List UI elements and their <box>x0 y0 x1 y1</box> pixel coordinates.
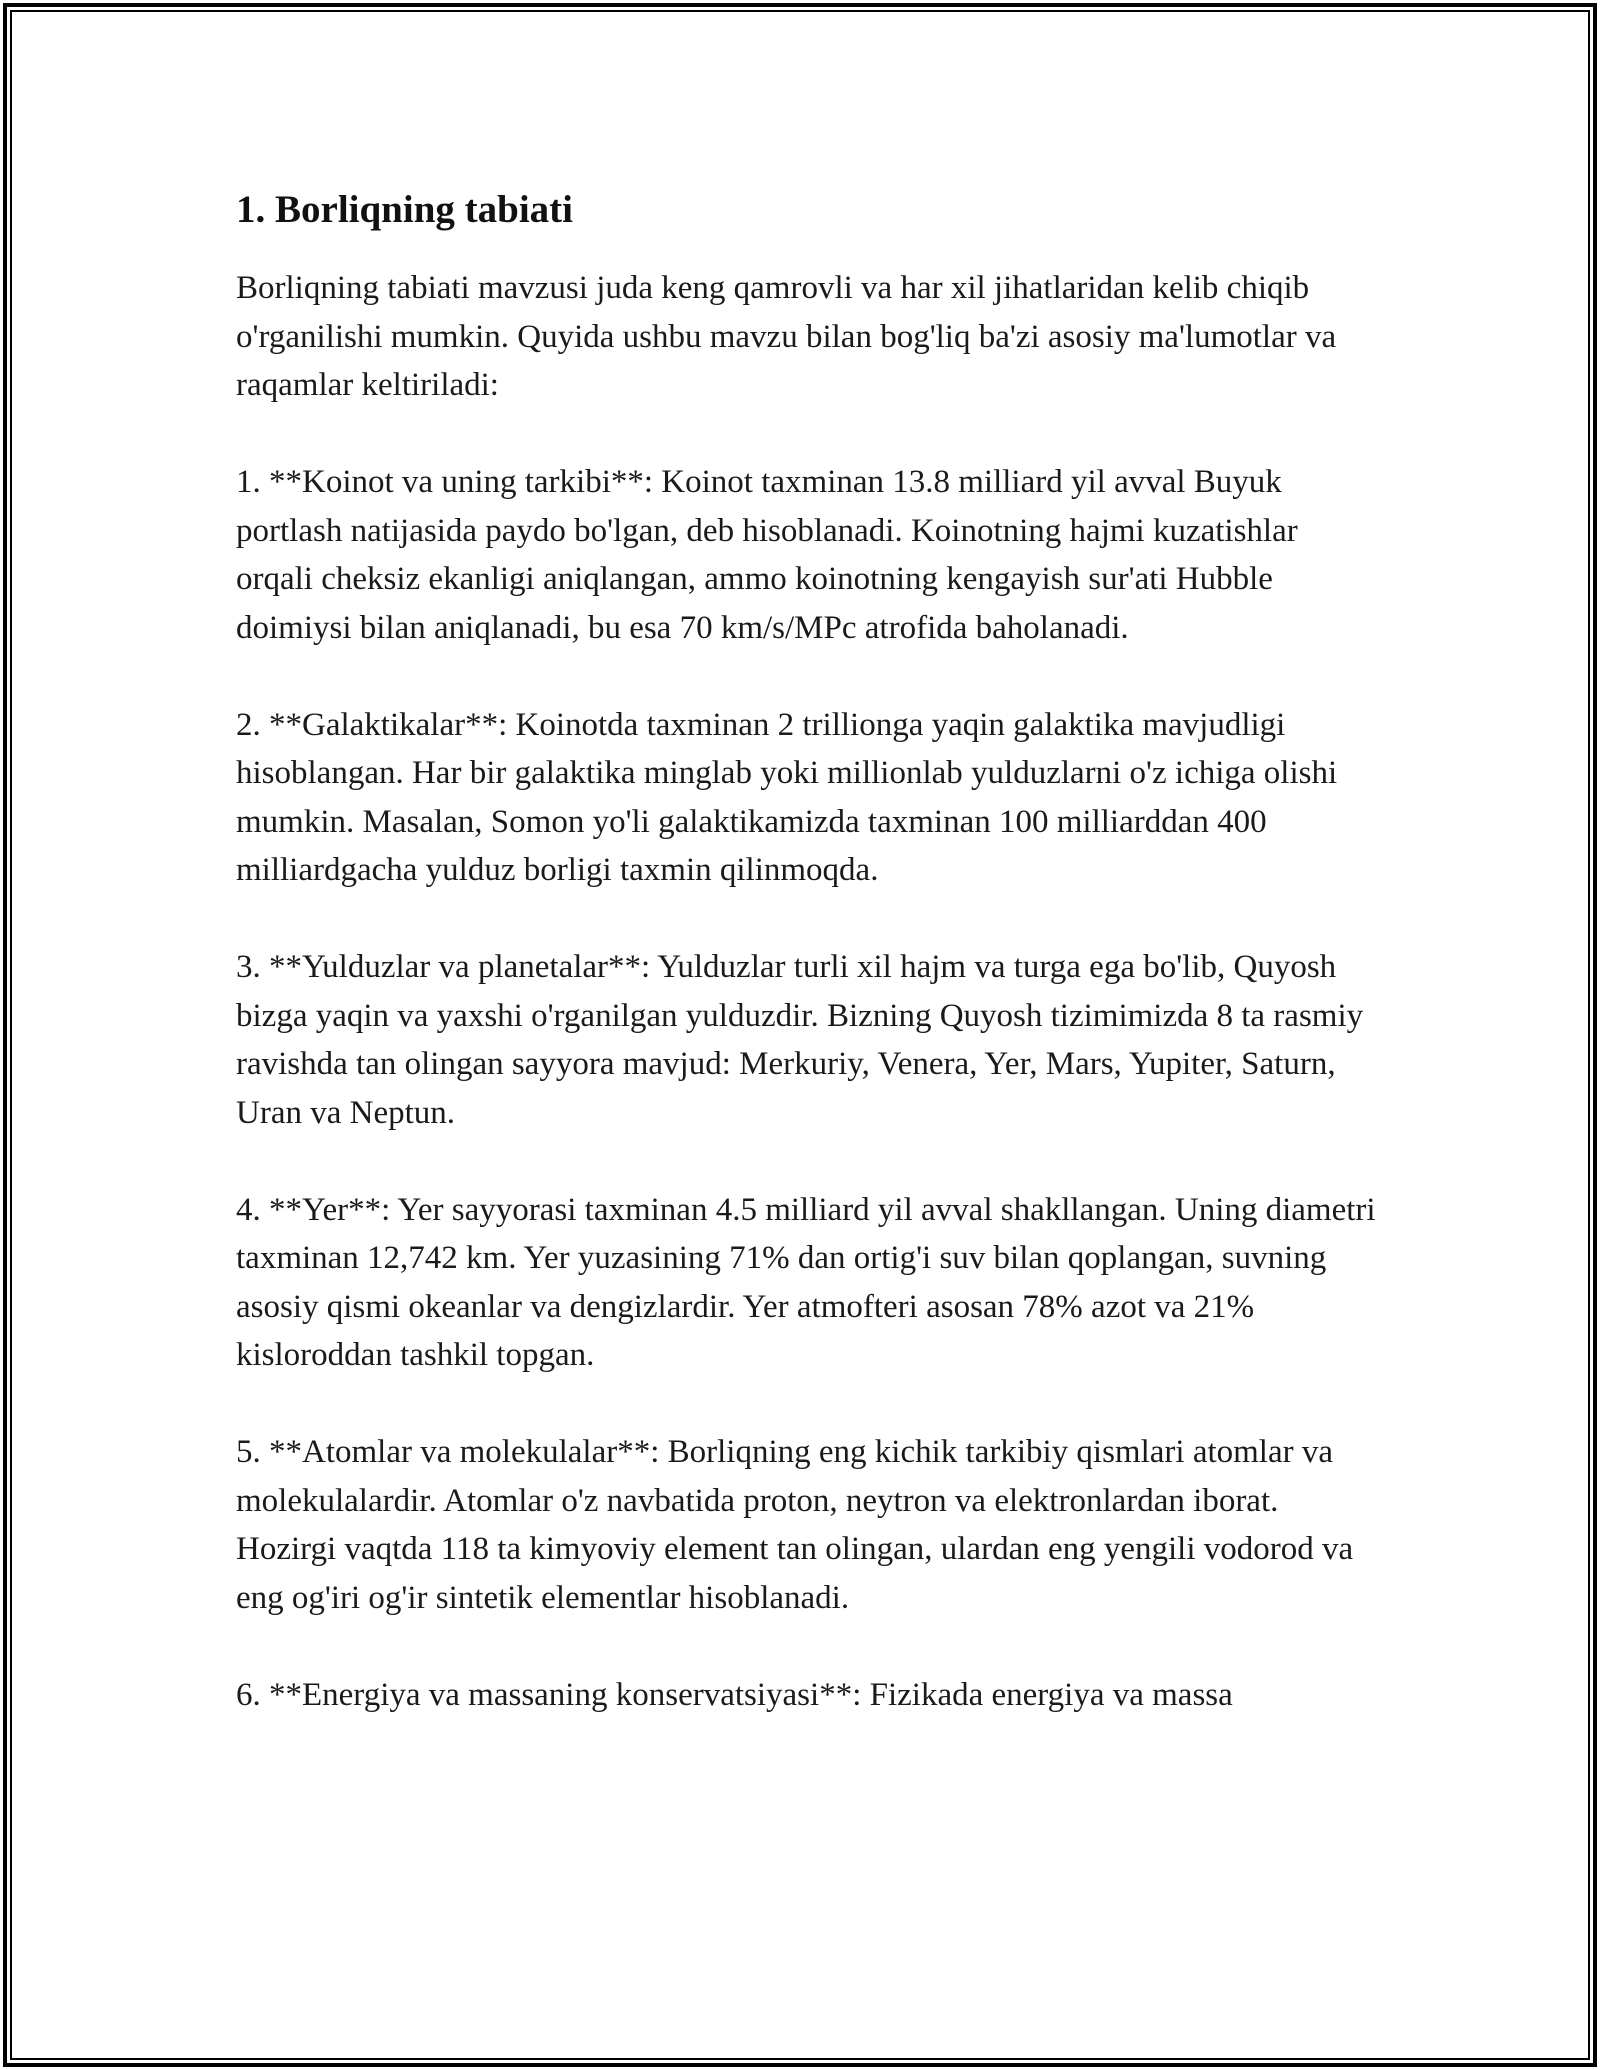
intro-paragraph: Borliqning tabiati mavzusi juda keng qamrovli va har xil jihatlaridan kelib chiqib o'rganilishi mumkin. Quyida ushbu mavzu bilan bog'liq ba'zi asosiy ma'lumotlar va raqamlar keltiriladi: <box>236 270 1337 403</box>
paragraph-galaktikalar: 2. **Galaktikalar**: Koinotda taxminan 2 trillionga yaqin galaktika mavjudligi hisoblangan. Har bir galaktika minglab yoki millionlab yulduzlarni o'z ichiga olishi mumkin. Masalan, Somon yo'li galaktikamizda taxminan 100 milliarddan 400 milliardgacha yulduz borligi taxmin qilinmoqda. <box>236 706 1338 888</box>
section-heading: 1. Borliqning tabiati <box>236 188 573 231</box>
paragraph-atomlar: 5. **Atomlar va molekulalar**: Borliqning eng kichik tarkibiy qismlari atomlar va molekulalardir. Atomlar o'z navbatida proton, neytron va elektronlardan iborat. Hozirgi vaqtda 118 ta kimyoviy element tan olingan, ulardan eng yengili vodorod va eng og'iri og'ir sintetik elementlar hisoblanadi. <box>236 1434 1354 1616</box>
document-body <box>236 186 1376 1768</box>
paragraph-koinot: 1. **Koinot va uning tarkibi**: Koinot taxminan 13.8 milliard yil avval Buyuk portlash natijasida paydo bo'lgan, deb hisoblanadi. Koinotning hajmi kuzatishlar orqali cheksiz ekanligi aniqlangan, ammo koinotning kengayish sur'ati Hubble doimiysi bilan aniqlanadi, bu esa 70 km/s/MPc atrofida baholanadi. <box>236 464 1298 646</box>
paragraph-yer: 4. **Yer**: Yer sayyorasi taxminan 4.5 milliard yil avval shakllangan. Uning diametri taxminan 12,742 km. Yer yuzasining 71% dan ortig'i suv bilan qoplangan, suvning asosiy qismi okeanlar va dengizlardir. Yer atmofteri asosan 78% azot va 21% kisloroddan tashkil topgan. <box>236 1191 1376 1373</box>
paragraph-energiya: 6. **Energiya va massaning konservatsiyasi**: Fizikada energiya va massa <box>236 1676 1233 1713</box>
paragraph-yulduzlar: 3. **Yulduzlar va planetalar**: Yulduzlar turli xil hajm va turga ega bo'lib, Quyosh bizga yaqin va yaxshi o'rganilgan yulduzdir. Bizning Quyosh tizimimizda 8 ta rasmiy ravishda tan olingan sayyora mavjud: Merkuriy, Venera, Yer, Mars, Yupiter, Saturn, Uran va Neptun. <box>236 949 1364 1131</box>
